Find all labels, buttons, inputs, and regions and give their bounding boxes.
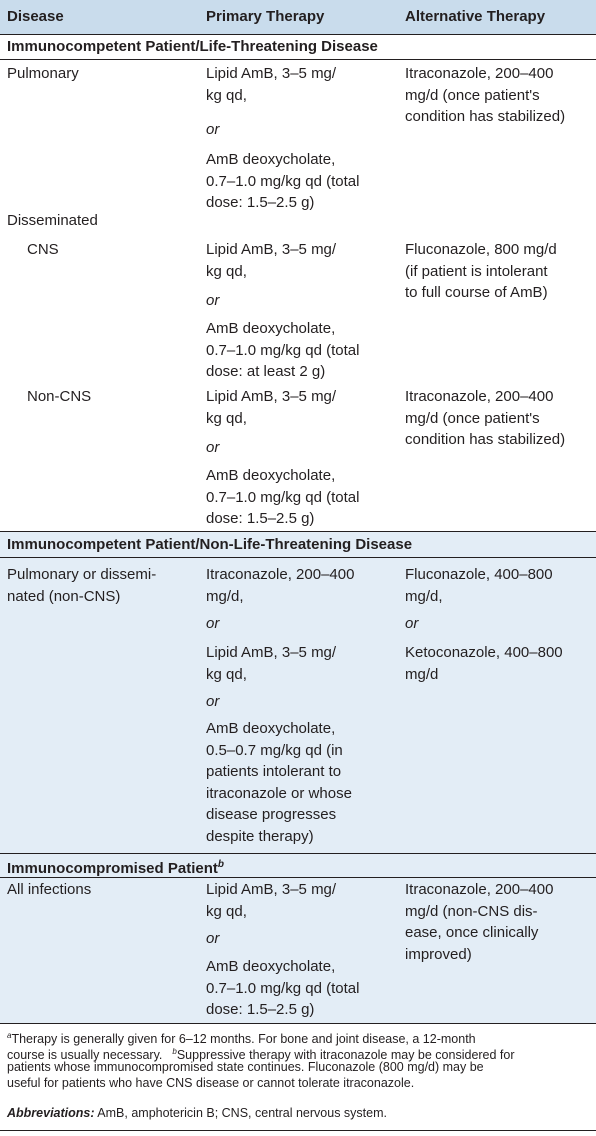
footnote-a: $^a$Therapy is generally given for 6–12 months. For bone and joint disease, a 12-month <box>7 1031 476 1047</box>
or-label: or <box>206 439 220 456</box>
primary-therapy-cell: Lipid AmB, 3–5 mg/ kg qd, <box>206 241 337 280</box>
disease-cell: CNS <box>27 241 59 258</box>
rule <box>0 34 596 35</box>
disease-cell: All infections <box>7 881 92 898</box>
abbreviations-note: Abbreviations: AmB, amphotericin B; CNS, central nervous system. <box>7 1106 387 1120</box>
primary-therapy-cell: Lipid AmB, 3–5 mg/ kg qd, <box>206 644 337 683</box>
or-label: or <box>206 615 220 632</box>
rule <box>0 1023 596 1024</box>
or-label: or <box>206 121 220 138</box>
section-title: Immunocompetent Patient/Life-Threatening Disease <box>7 38 378 55</box>
or-label: or <box>206 693 220 710</box>
header-primary-therapy: Primary Therapy <box>206 8 325 25</box>
rule <box>0 557 596 558</box>
primary-therapy-cell: AmB deoxycholate, 0.7–1.0 mg/kg qd (total dose: 1.5–2.5 g) <box>206 958 360 1018</box>
primary-therapy-cell: AmB deoxycholate, 0.7–1.0 mg/kg qd (total dose: at least 2 g) <box>206 320 360 380</box>
alternative-therapy-cell: Itraconazole, 200–400 mg/d (non-CNS dis- ease, once clinically improved) <box>405 881 554 963</box>
alternative-therapy-cell: Itraconazole, 200–400 mg/d (once patient's condition has stabilized) <box>405 65 566 125</box>
footnote-b: useful for patients who have CNS disease or cannot tolerate itraconazole. <box>7 1076 415 1090</box>
alternative-therapy-cell: Fluconazole, 800 mg/d (if patient is intolerant to full course of AmB) <box>405 241 557 301</box>
rule <box>0 531 596 532</box>
header-alternative-therapy: Alternative Therapy <box>405 8 546 25</box>
or-label: or <box>405 615 419 632</box>
or-label: or <box>206 292 220 309</box>
primary-therapy-cell: AmB deoxycholate, 0.7–1.0 mg/kg qd (total dose: 1.5–2.5 g) <box>206 151 360 211</box>
primary-therapy-cell: Lipid AmB, 3–5 mg/ kg qd, <box>206 881 337 920</box>
rule <box>0 1130 596 1131</box>
primary-therapy-cell: Lipid AmB, 3–5 mg/ kg qd, <box>206 65 337 104</box>
alternative-therapy-cell: Ketoconazole, 400–800 mg/d <box>405 644 563 683</box>
header-disease: Disease <box>7 8 64 25</box>
primary-therapy-cell: AmB deoxycholate, 0.5–0.7 mg/kg qd (in patients intolerant to itraconazole or whose disease progresses despite therapy) <box>206 720 352 845</box>
rule <box>0 853 596 854</box>
or-label: or <box>206 930 220 947</box>
footnote-a-b: course is usually necessary. $^b$Suppressive therapy with itraconazole may be considered for <box>7 1047 515 1063</box>
primary-therapy-cell: Lipid AmB, 3–5 mg/ kg qd, <box>206 388 337 427</box>
table-header <box>0 0 596 34</box>
section-title: Immunocompetent Patient/Non-Life-Threatening Disease <box>7 536 413 553</box>
alternative-therapy-cell: Fluconazole, 400–800 mg/d, <box>405 566 553 605</box>
alternative-therapy-cell: Itraconazole, 200–400 mg/d (once patient's condition has stabilized) <box>405 388 566 448</box>
section-title: Immunocompromised Patient$^b$ <box>7 859 224 877</box>
disease-cell: Pulmonary <box>7 65 79 82</box>
rule <box>0 59 596 60</box>
primary-therapy-cell: Itraconazole, 200–400 mg/d, <box>206 566 355 605</box>
primary-therapy-cell: AmB deoxycholate, 0.7–1.0 mg/kg qd (total dose: 1.5–2.5 g) <box>206 467 360 527</box>
disease-cell: Pulmonary or dissemi- nated (non-CNS) <box>7 566 157 605</box>
disease-cell: Non-CNS <box>27 388 92 405</box>
footnote-b: patients whose immunocompromised state continues. Fluconazole (800 mg/d) may be <box>7 1060 484 1074</box>
disease-cell: Disseminated <box>7 212 98 229</box>
